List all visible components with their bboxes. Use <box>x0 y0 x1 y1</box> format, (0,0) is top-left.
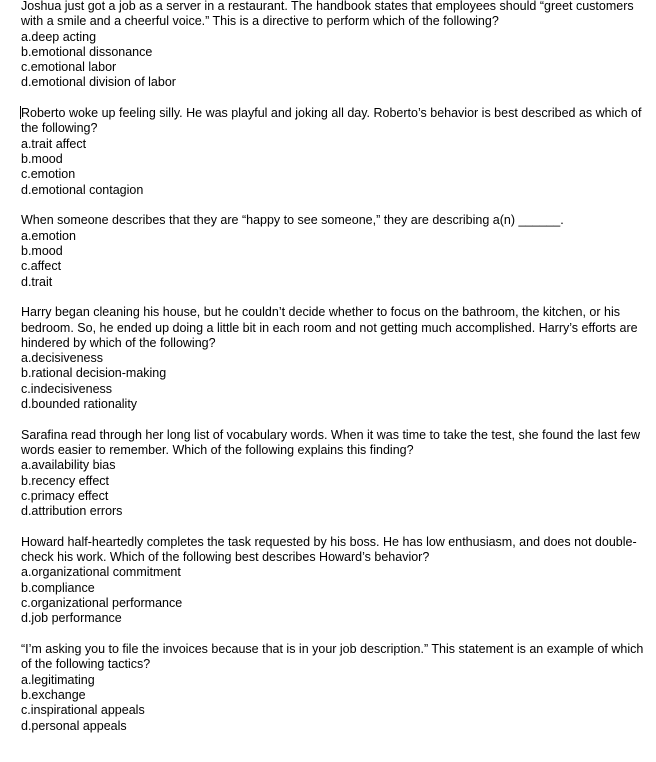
answer-option: c.emotional labor <box>21 60 117 75</box>
answer-option: c.emotion <box>21 167 76 182</box>
question-stem: Joshua just got a job as a server in a restaurant. The handbook states that employees should “greet customers with a smile and a cheerful voice.” This is a directive to perform which of the following? <box>21 0 634 29</box>
answer-option: c.primacy effect <box>21 488 109 503</box>
question-1 <box>21 0 647 91</box>
answer-option: c.inspirational appeals <box>21 703 145 718</box>
question-stem-with-cursor[interactable] <box>21 106 647 137</box>
answer-option: a.trait affect <box>21 136 87 151</box>
answer-option: a.deep acting <box>21 29 97 44</box>
answer-option: c.affect <box>21 259 62 274</box>
answer-option: c.organizational performance <box>21 596 183 611</box>
answer-option: a.availability bias <box>21 458 116 473</box>
question-7 <box>21 642 647 734</box>
question-4 <box>21 305 647 412</box>
answer-option: d.job performance <box>21 611 122 626</box>
answer-option: d.emotional contagion <box>21 182 144 197</box>
document-page <box>21 0 647 749</box>
answer-option: d.trait <box>21 274 53 289</box>
answer-option: c.indecisiveness <box>21 381 113 396</box>
question-stem: Howard half-heartedly completes the task requested by his boss. He has low enthusiasm, and does not double-check his work. Which of the following best describes Howard’s behavior? <box>21 534 637 565</box>
answer-option: a.organizational commitment <box>21 565 181 580</box>
answer-option: d.attribution errors <box>21 504 123 519</box>
answer-option: a.legitimating <box>21 672 95 687</box>
question-stem: Sarafina read through her long list of vocabulary words. When it was time to take the test, she found the last few words easier to remember. Which of the following explains this finding? <box>21 427 641 457</box>
answer-option: b.emotional dissonance <box>21 44 153 59</box>
question-stem: Harry began cleaning his house, but he couldn’t decide whether to focus on the bathroom, the kitchen, or his bedroom. So, he ended up doing a little bit in each room and not getting much accomplished. Harry’s efforts are hindered by which of the following? <box>21 305 638 350</box>
answer-option: b.mood <box>21 243 63 258</box>
answer-option: d.emotional division of labor <box>21 75 176 90</box>
answer-option: b.rational decision-making <box>21 366 167 381</box>
answer-option: a.emotion <box>21 228 76 243</box>
answer-option: d.personal appeals <box>21 718 127 733</box>
question-stem: When someone describes that they are “happy to see someone,” they are describing a(n) ______. <box>21 213 564 228</box>
answer-option: b.mood <box>21 152 63 167</box>
answer-option: b.recency effect <box>21 473 110 488</box>
answer-option: b.compliance <box>21 580 95 595</box>
answer-option: a.decisiveness <box>21 351 103 366</box>
answer-option: d.bounded rationality <box>21 397 138 411</box>
question-2 <box>21 106 647 198</box>
answer-option: b.exchange <box>21 687 86 702</box>
question-stem: “I’m asking you to file the invoices because that is in your job description.” This statement is an example of which of the following tactics? <box>21 642 644 672</box>
question-5 <box>21 428 647 520</box>
question-6 <box>21 535 647 627</box>
question-3 <box>21 213 647 289</box>
question-stem: Roberto woke up feeling silly. He was playful and joking all day. Roberto’s behavior is best described as which of the following? <box>21 106 642 136</box>
